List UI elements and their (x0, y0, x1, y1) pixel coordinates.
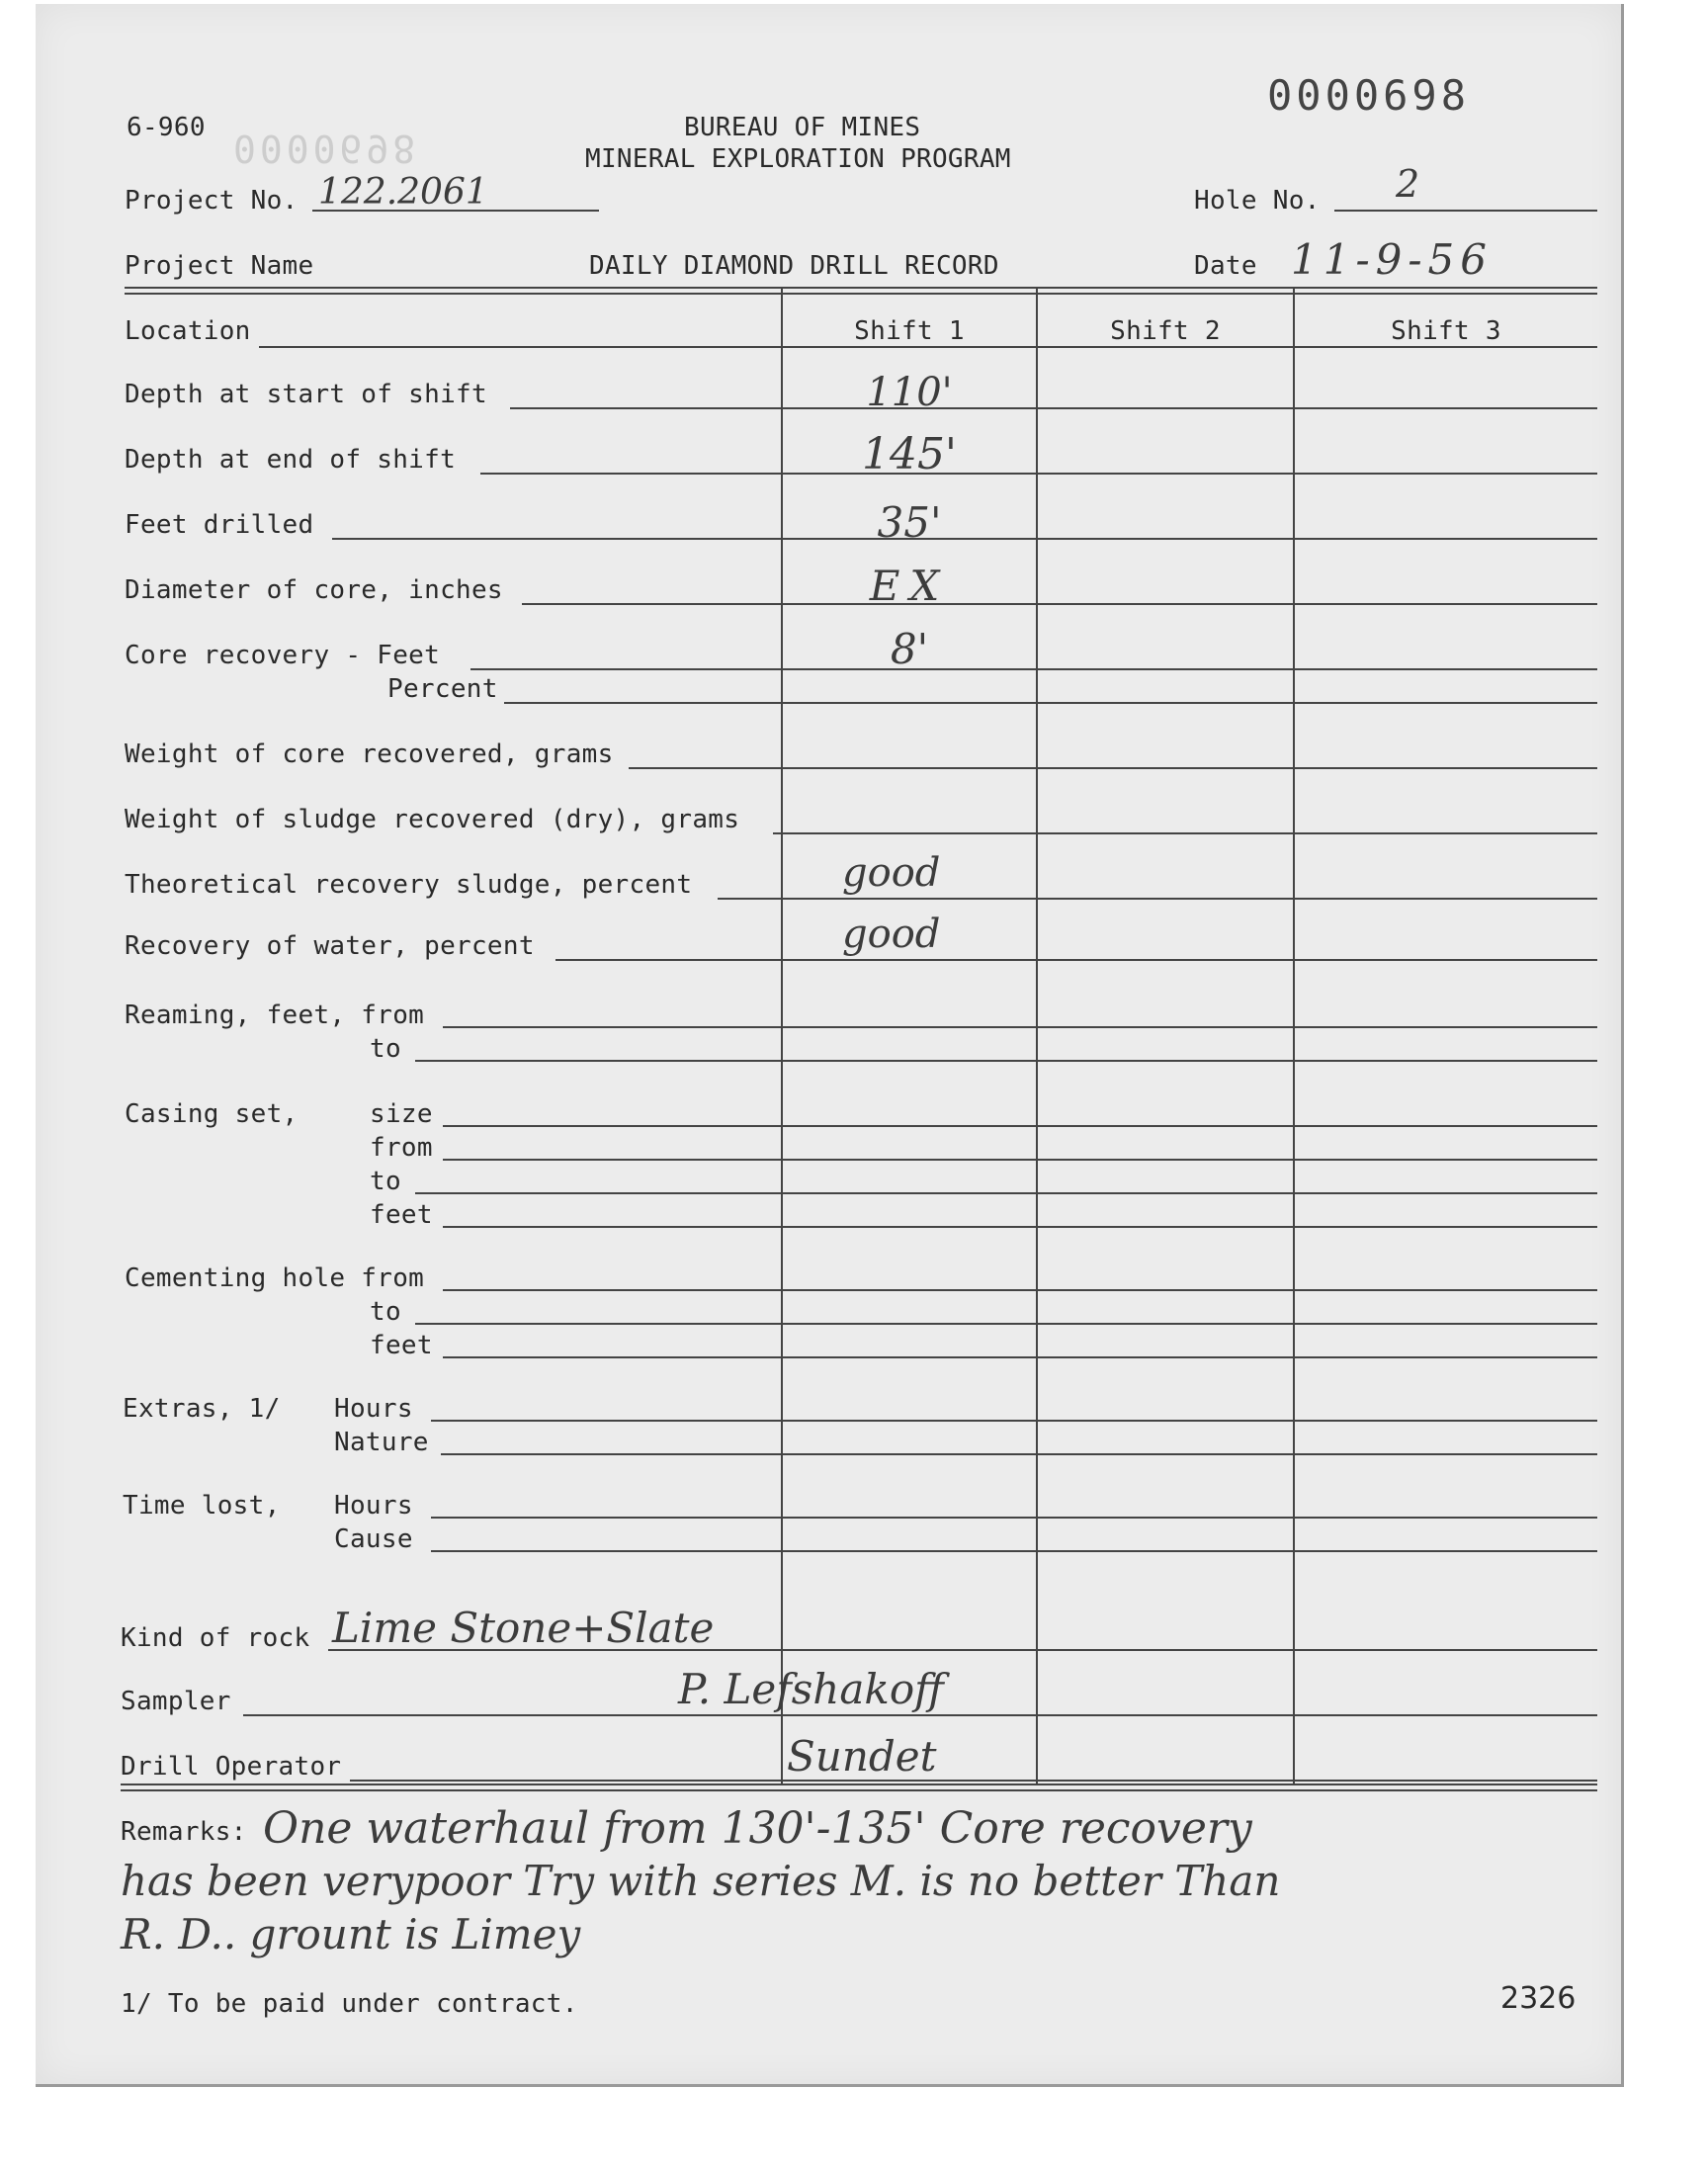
table-bottom-rule-1 (121, 1784, 1597, 1785)
shift-1-header: Shift 1 (854, 316, 965, 346)
document-number: 0000698 (1267, 71, 1471, 120)
shift3-left-border (1293, 289, 1295, 1784)
drill-operator-line (350, 1780, 1597, 1782)
cementing-to-line (415, 1323, 1597, 1325)
reaming-to-line (415, 1060, 1597, 1062)
feet-drilled-shift1: 35' (877, 498, 942, 547)
casing-feet-label: feet (370, 1200, 433, 1230)
record-title: DAILY DIAMOND DRILL RECORD (589, 251, 999, 281)
reaming-from-line (443, 1026, 1597, 1028)
theoretical-line (718, 898, 1597, 900)
time-lost-hours-line (431, 1517, 1597, 1519)
cementing-to-label: to (370, 1297, 401, 1327)
time-lost-cause-label: Cause (334, 1524, 413, 1554)
weight-sludge-label: Weight of sludge recovered (dry), grams (125, 805, 740, 834)
sampler-line (243, 1714, 1597, 1716)
water-label: Recovery of water, percent (125, 931, 535, 961)
extras-nature-line (441, 1453, 1597, 1455)
core-recovery-percent-label: Percent (387, 674, 498, 704)
reaming-to-label: to (370, 1034, 401, 1064)
time-lost-cause-line (431, 1550, 1597, 1552)
casing-feet-line (443, 1226, 1597, 1228)
depth-end-label: Depth at end of shift (125, 445, 457, 475)
hole-no-value: 2 (1396, 162, 1420, 206)
cementing-label: Cementing hole from (125, 1263, 425, 1293)
casing-size-line (443, 1125, 1597, 1127)
document-number-mirrored: 0000698 (233, 127, 420, 170)
cementing-feet-label: feet (370, 1331, 433, 1360)
depth-start-line (510, 407, 1597, 409)
weight-sludge-line (773, 832, 1597, 834)
drill-operator-label: Drill Operator (121, 1752, 342, 1782)
extras-nature-label: Nature (334, 1428, 429, 1457)
depth-end-shift1: 145' (861, 429, 958, 479)
casing-label: Casing set, (125, 1099, 299, 1129)
drill-operator-value: Sundet (787, 1732, 937, 1781)
casing-to-label: to (370, 1167, 401, 1196)
weight-core-label: Weight of core recovered, grams (125, 740, 614, 769)
remarks-line-3: R. D.. grount is Limey (121, 1910, 581, 1958)
project-no-label: Project No. (125, 186, 299, 216)
location-line (259, 346, 781, 348)
remarks-line-1: One waterhaul from 130'-135' Core recovery (263, 1803, 1252, 1854)
form-number: 6-960 (127, 113, 206, 142)
extras-label: Extras, 1/ (123, 1394, 281, 1424)
depth-end-line (480, 473, 1597, 475)
time-lost-hours-label: Hours (334, 1491, 413, 1521)
depth-start-label: Depth at start of shift (125, 380, 487, 409)
date-value: 11-9-56 (1291, 235, 1493, 284)
date-label: Date (1194, 251, 1257, 281)
program-title: MINERAL EXPLORATION PROGRAM (585, 144, 1011, 174)
core-recovery-label: Core recovery - Feet (125, 641, 441, 670)
table-bottom-rule-2 (121, 1789, 1597, 1791)
hole-no-line (1334, 210, 1597, 212)
footnote: 1/ To be paid under contract. (121, 1989, 578, 2019)
form-sheet (36, 4, 1624, 2087)
page-number: 2326 (1500, 1981, 1577, 2016)
cementing-feet-line (443, 1356, 1597, 1358)
extras-hours-line (431, 1420, 1597, 1422)
diameter-shift1: EX (869, 562, 950, 610)
time-lost-label: Time lost, (123, 1491, 281, 1521)
remarks-label: Remarks: (121, 1817, 247, 1847)
depth-start-shift1: 110' (866, 370, 953, 415)
header-rule-top (125, 287, 1597, 289)
water-line (555, 959, 1597, 961)
remarks-line-2: has been verypoor Try with series M. is no better Than (121, 1857, 1281, 1905)
core-recovery-percent-line (504, 702, 1597, 704)
core-recovery-shift1: 8' (890, 625, 929, 673)
shift2-left-border (1036, 289, 1038, 1784)
bureau-title: BUREAU OF MINES (684, 113, 921, 142)
project-name-label: Project Name (125, 251, 314, 281)
shift-3-header: Shift 3 (1391, 316, 1501, 346)
shift-2-header: Shift 2 (1110, 316, 1221, 346)
kind-of-rock-label: Kind of rock (121, 1623, 310, 1653)
cementing-from-line (443, 1289, 1597, 1291)
sampler-label: Sampler (121, 1687, 231, 1716)
weight-core-line (629, 767, 1597, 769)
reaming-label: Reaming, feet, from (125, 1000, 425, 1030)
theoretical-shift1: good (842, 850, 941, 896)
kind-of-rock-value: Lime Stone+Slate (332, 1604, 715, 1652)
project-no-value: 122.2061 (318, 172, 488, 213)
feet-drilled-label: Feet drilled (125, 510, 314, 540)
water-shift1: good (842, 912, 941, 957)
location-label: Location (125, 316, 251, 346)
extras-hours-label: Hours (334, 1394, 413, 1424)
header-rule-bottom (125, 293, 1597, 295)
sampler-value: P. Lefshakoff (678, 1665, 944, 1713)
header-row-line (781, 346, 1597, 348)
diameter-line (522, 603, 1597, 605)
casing-to-line (415, 1192, 1597, 1194)
casing-from-line (443, 1159, 1597, 1161)
casing-from-label: from (370, 1133, 433, 1163)
diameter-label: Diameter of core, inches (125, 575, 503, 605)
hole-no-label: Hole No. (1194, 186, 1321, 216)
theoretical-label: Theoretical recovery sludge, percent (125, 870, 693, 900)
casing-size-label: size (370, 1099, 433, 1129)
